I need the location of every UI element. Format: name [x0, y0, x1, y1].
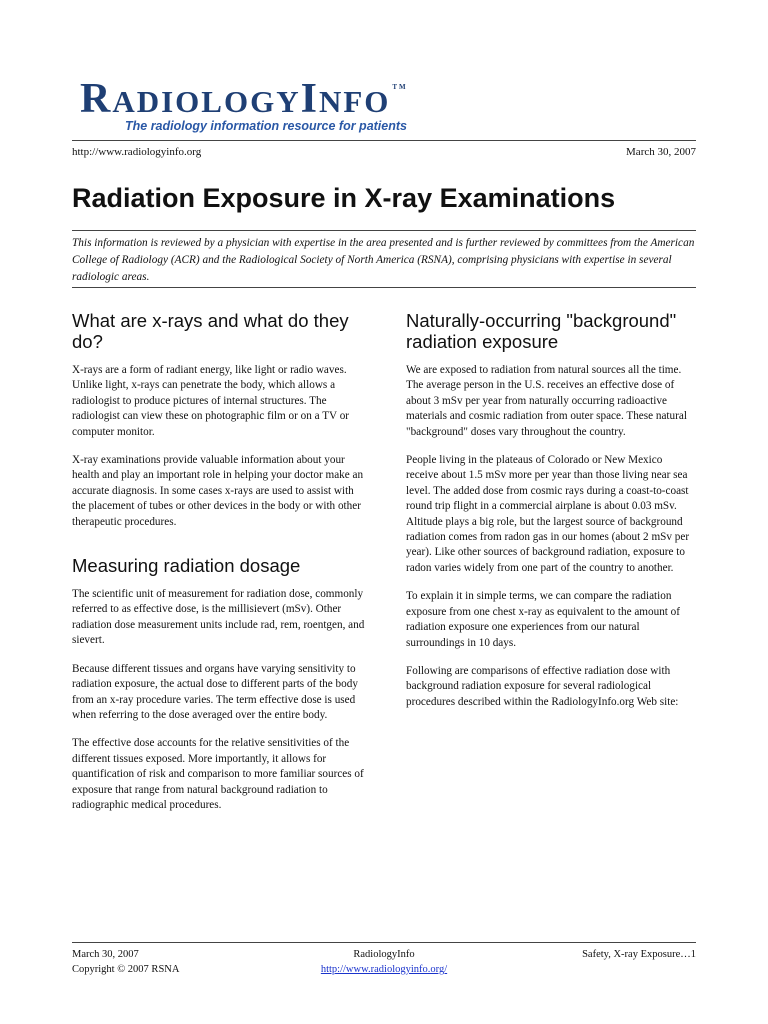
section-heading-background-radiation: Naturally-occurring "background" radiation exposure — [406, 310, 677, 352]
paragraph: Following are comparisons of effective radiation dose with background radiation exposure for several radiological procedures described within the RadiologyInfo.org Web site: — [406, 664, 679, 708]
section-heading-what-are-xrays: What are x-rays and what do they do? — [72, 310, 349, 352]
header-divider-top — [72, 140, 696, 141]
footer-link[interactable]: http://www.radiologyinfo.org/ — [320, 964, 448, 975]
paragraph: To explain it in simple terms, we can compare the radiation exposure from one chest x-ray as equivalent to the amount of radiation exposure one experiences from our natural surroundings in 10 days. — [406, 590, 681, 649]
logo-wordmark: RADIOLOGYINFO ™ — [80, 76, 408, 122]
left-column — [72, 310, 368, 826]
page-footer — [72, 947, 696, 977]
right-column — [406, 310, 696, 723]
footer-copyright: Copyright © 2007 RSNA — [72, 964, 180, 975]
paragraph: People living in the plateaus of Colorado or New Mexico receive about 1.5 mSv more per year than those living near sea level. The added dose from cosmic rays during a coast-to-coast round trip flight in a commercial airplane is about 0.03 mSv. Altitude plays a big role, but the largest source of background radiation comes from radon gas in our homes (about 2 mSv per year). Like other sources of background radiation, exposure to radon varies widely from one part of the country to another. — [406, 454, 690, 574]
logo-tagline: The radiology information resource for patients — [125, 119, 407, 133]
section-heading-measuring-dosage: Measuring radiation dosage — [72, 555, 301, 577]
paragraph: X-ray examinations provide valuable information about your health and play an important role in helping your doctor make an accurate diagnosis. In some cases x-rays are used to assist with the placement of tubes or other devices in the body or with other therapeutic procedures. — [72, 454, 364, 528]
review-divider-bottom — [72, 287, 696, 288]
paragraph: The scientific unit of measurement for radiation dose, commonly referred to as effective dose, is the millisievert (mSv). Other radiation dose measurement units include rad, rem, roentgen, and sievert. — [72, 588, 365, 647]
page-header — [72, 146, 696, 158]
footer-site-name: RadiologyInfo — [353, 949, 415, 960]
radiologyinfo-logo — [80, 78, 408, 133]
paragraph: X-rays are a form of radiant energy, like light or radio waves. Unlike light, x-rays can penetrate the body, which allows a radiologist to produce pictures of internal structures. The radiologist can view these on photographic film or on a TV or computer monitor. — [72, 364, 350, 438]
header-url: http://www.radiologyinfo.org — [72, 146, 202, 158]
header-date: March 30, 2007 — [626, 146, 696, 158]
review-divider-top — [72, 230, 696, 231]
page-title: Radiation Exposure in X-ray Examinations — [72, 183, 616, 213]
review-note: This information is reviewed by a physician with expertise in the area presented and is further reviewed by committees from the American College of Radiology (ACR) and the Radiological Society of North America (RSNA), comprising physicians with expertise in several radiologic areas. — [72, 237, 695, 283]
paragraph: The effective dose accounts for the relative sensitivities of the different tissues exposed. More importantly, it allows for quantification of risk and comparison to more familiar sources of exposure that range from natural background radiation to radiographic medical procedures. — [72, 737, 364, 811]
footer-page-label: Safety, X-ray Exposure…1 — [582, 949, 696, 960]
paragraph: Because different tissues and organs have varying sensitivity to radiation exposure, the actual dose to different parts of the body from an x-ray procedure varies. The term effective dose is used when referring to the dose averaged over the entire body. — [72, 662, 358, 721]
paragraph: We are exposed to radiation from natural sources all the time. The average person in the U.S. receives an effective dose of about 3 mSv per year from naturally occurring radioactive materials and cosmic radiation from outer space. These natural "background" doses vary throughout the country. — [406, 364, 687, 438]
footer-date: March 30, 2007 — [72, 949, 139, 960]
footer-divider — [72, 942, 696, 943]
